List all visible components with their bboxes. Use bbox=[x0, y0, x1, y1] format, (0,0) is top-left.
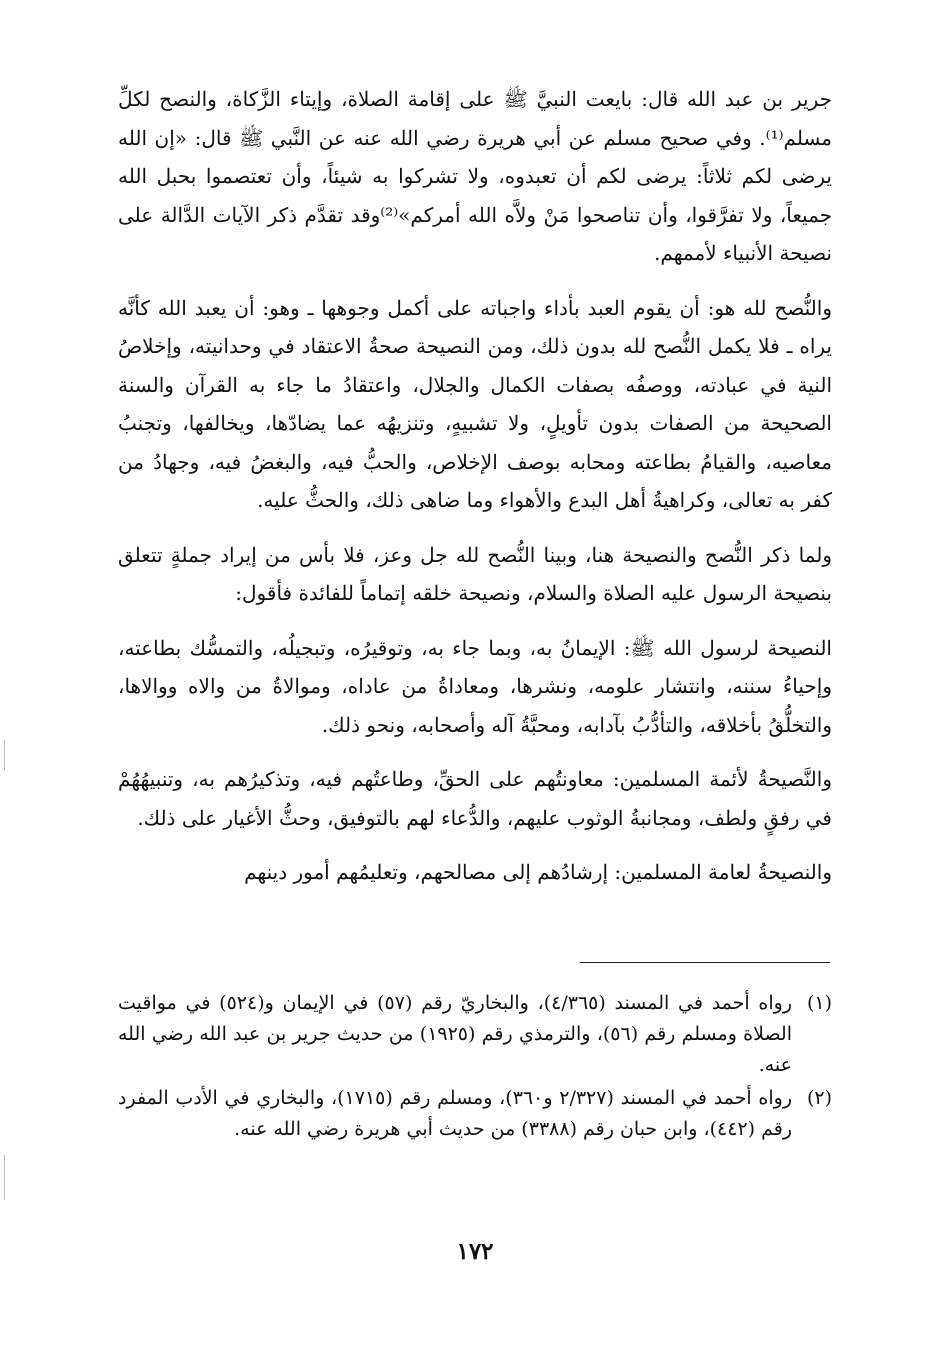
page-number: ١٧٢ bbox=[456, 1238, 494, 1265]
paragraph-4: النصيحة لرسول الله ﷺ: الإيمانُ به، وبما جاء به، وتوقيرُه، وتبجيلُه، والتمسُّك بطاعته، وإحياءُ سننه، وانتشار علومه، ونشرها، ومعاداةُ من عاداه، وموالاةُ من والاه ووالاها، والتخلُّقُ بأخلاقه، والتأدُّبُ بآدابه، ومحبَّةُ آله وأصحابه، ونحو ذلك. bbox=[118, 635, 832, 737]
paragraph-1: جرير بن عبد الله قال: بايعت النبيَّ ﷺ على إقامة الصلاة، وإيتاء الزَّكاة، والنصح لكلِّ مسلم⁽¹⁾. وفي صحيح مسلم عن أبي هريرة رضي الله عنه عن النَّبي ﷺ قال: «إن الله يرضى لكم ثلاثاً: يرضى لكم أن تعبدوه، ولا تشركوا به شيئاً، وأن تعتصموا بحبل الله جميعاً، ولا تفرَّقوا، وأن تناصحوا مَنْ ولاَّه الله أمركم»⁽²⁾وقد تقدَّم ذكر الآيات الدَّالة على نصيحة الأنبياء لأممهم. bbox=[118, 87, 833, 265]
body-text bbox=[118, 80, 832, 908]
paragraph-2: والنُّصح لله هو: أن يقوم العبد بأداء واجباته على أكمل وجوهها ـ وهو: أن يعبد الله كأنَّه يراه ـ فلا يكمل النُّصح لله بدون ذلك، ومن النصيحة صحةُ الاعتقاد في وحدانيته، وإخلاصُ النية في عبادته، ووصفُه بصفات الكمال والجلال، واعتقادُ ما جاء به القرآن والسنة الصحيحة من الصفات بدون تأويلٍ، ولا تشبيهٍ، وتنزيهُه عما يضادّها، ويخالفها، وتجنبُ معاصيه، والقيامُ بطاعته ومحابه بوصف الإخلاص، والحبُّ فيه، والبغضُ فيه، وجهادُ من كفر به تعالى، وكراهيةُ أهل البدع والأهواء وما ضاهى ذلك، والحثُّ عليه. bbox=[118, 295, 832, 512]
footnote-2 bbox=[118, 1083, 832, 1145]
paragraph-5: والنَّصيحةُ لأئمة المسلمين: معاونتُهم على الحقِّ، وطاعتُهم فيه، وتذكيرُهم به، وتنبيهُهُمْ في رفقٍ ولطف، ومجانبةُ الوثوب عليهم، والدُّعاء لهم بالتوفيق، وحثُّ الأغيار على ذلك. bbox=[118, 767, 832, 830]
footnote-number: (١) bbox=[806, 992, 832, 1014]
footnote-text: رواه أحمد في المسند (٤/٣٦٥)، والبخاريّ رقم (٥٧) في الإيمان و(٥٢٤) في مواقيت الصلاة ومسلم رقم (٥٦)، والترمذي رقم (١٩٢٥) من حديث جرير بن عبد الله رضي الله عنه. bbox=[118, 992, 793, 1076]
footnote-number: (٢) bbox=[806, 1087, 832, 1109]
scan-edge-mark bbox=[4, 740, 5, 770]
scan-edge-mark bbox=[4, 1155, 5, 1200]
footnote-1 bbox=[118, 988, 832, 1081]
footnote-separator bbox=[580, 962, 830, 963]
paragraph-6: والنصيحةُ لعامة المسلمين: إرشادُهم إلى مصالحهم، وتعليمُهم أمور دينهم bbox=[244, 860, 832, 884]
paragraph-3: ولما ذكر النُّصح والنصيحة هنا، وبينا النُّصح لله جل وعز، فلا بأس من إيراد جملةٍ تتعلق بنصيحة الرسول عليه الصلاة والسلام، ونصيحة خلقه إتماماً للفائدة فأقول: bbox=[118, 542, 832, 605]
footnote-text: رواه أحمد في المسند (٢/٣٢٧ و٣٦٠)، ومسلم رقم (١٧١٥)، والبخاري في الأدب المفرد رقم (٤٤٢)، وابن حبان رقم (٣٣٨٨) من حديث أبي هريرة رضي الله عنه. bbox=[118, 1087, 793, 1140]
footnotes bbox=[118, 988, 832, 1147]
